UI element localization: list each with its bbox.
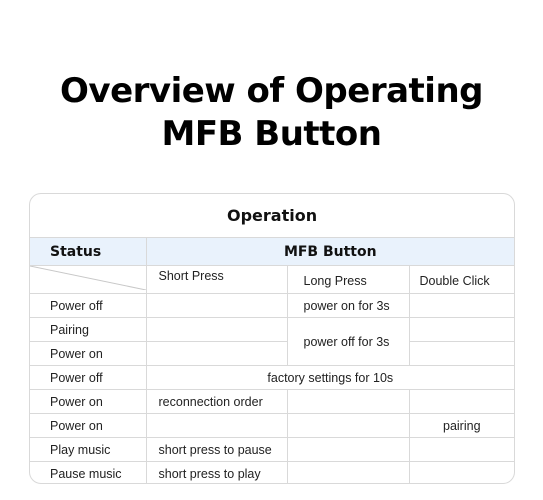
double-click-header: Double Click xyxy=(409,266,514,294)
double-click-cell xyxy=(409,294,514,318)
table-row xyxy=(30,294,514,318)
operation-label: Operation xyxy=(30,194,514,238)
diagonal-header-cell xyxy=(30,266,146,294)
status-cell: Power on xyxy=(30,414,146,438)
status-cell: Power off xyxy=(30,294,146,318)
status-cell: Play music xyxy=(30,438,146,462)
mfb-button-header: MFB Button xyxy=(146,238,514,266)
table-row xyxy=(30,414,514,438)
operation-table-card xyxy=(29,193,515,484)
status-cell: Power off xyxy=(30,366,146,390)
short-press-header: Short Press xyxy=(146,266,287,294)
table-row xyxy=(30,390,514,414)
title-line-1: Overview of Operating xyxy=(60,71,483,111)
short-press-cell: short press to pause xyxy=(146,438,287,462)
double-click-cell: pairing xyxy=(409,414,514,438)
page-title xyxy=(0,70,543,156)
table-row xyxy=(30,366,514,390)
short-press-cell xyxy=(146,318,287,342)
long-press-cell xyxy=(287,414,409,438)
long-press-cell: power off for 3s xyxy=(287,318,409,366)
table-row xyxy=(30,462,514,485)
operation-table xyxy=(30,194,514,484)
double-click-cell xyxy=(409,462,514,485)
title-line-2: MFB Button xyxy=(161,114,382,154)
long-press-cell xyxy=(287,438,409,462)
short-press-cell: short press to play xyxy=(146,462,287,485)
double-click-cell xyxy=(409,390,514,414)
long-press-header: Long Press xyxy=(287,266,409,294)
status-cell: Pause music xyxy=(30,462,146,485)
double-click-cell xyxy=(409,318,514,342)
sub-header-row xyxy=(30,266,514,294)
diagonal-line xyxy=(30,266,146,290)
long-press-cell xyxy=(287,462,409,485)
table-row xyxy=(30,438,514,462)
status-header: Status xyxy=(30,238,146,266)
short-press-cell xyxy=(146,414,287,438)
operation-header-row xyxy=(30,194,514,238)
factory-reset-cell: factory settings for 10s xyxy=(146,366,514,390)
status-cell: Power on xyxy=(30,390,146,414)
table-row xyxy=(30,342,514,366)
short-press-cell: reconnection order xyxy=(146,390,287,414)
status-cell: Power on xyxy=(30,342,146,366)
short-press-cell xyxy=(146,342,287,366)
double-click-cell xyxy=(409,342,514,366)
table-row xyxy=(30,318,514,342)
column-header-row xyxy=(30,238,514,266)
status-cell: Pairing xyxy=(30,318,146,342)
short-press-cell xyxy=(146,294,287,318)
double-click-cell xyxy=(409,438,514,462)
long-press-cell xyxy=(287,390,409,414)
long-press-cell: power on for 3s xyxy=(287,294,409,318)
